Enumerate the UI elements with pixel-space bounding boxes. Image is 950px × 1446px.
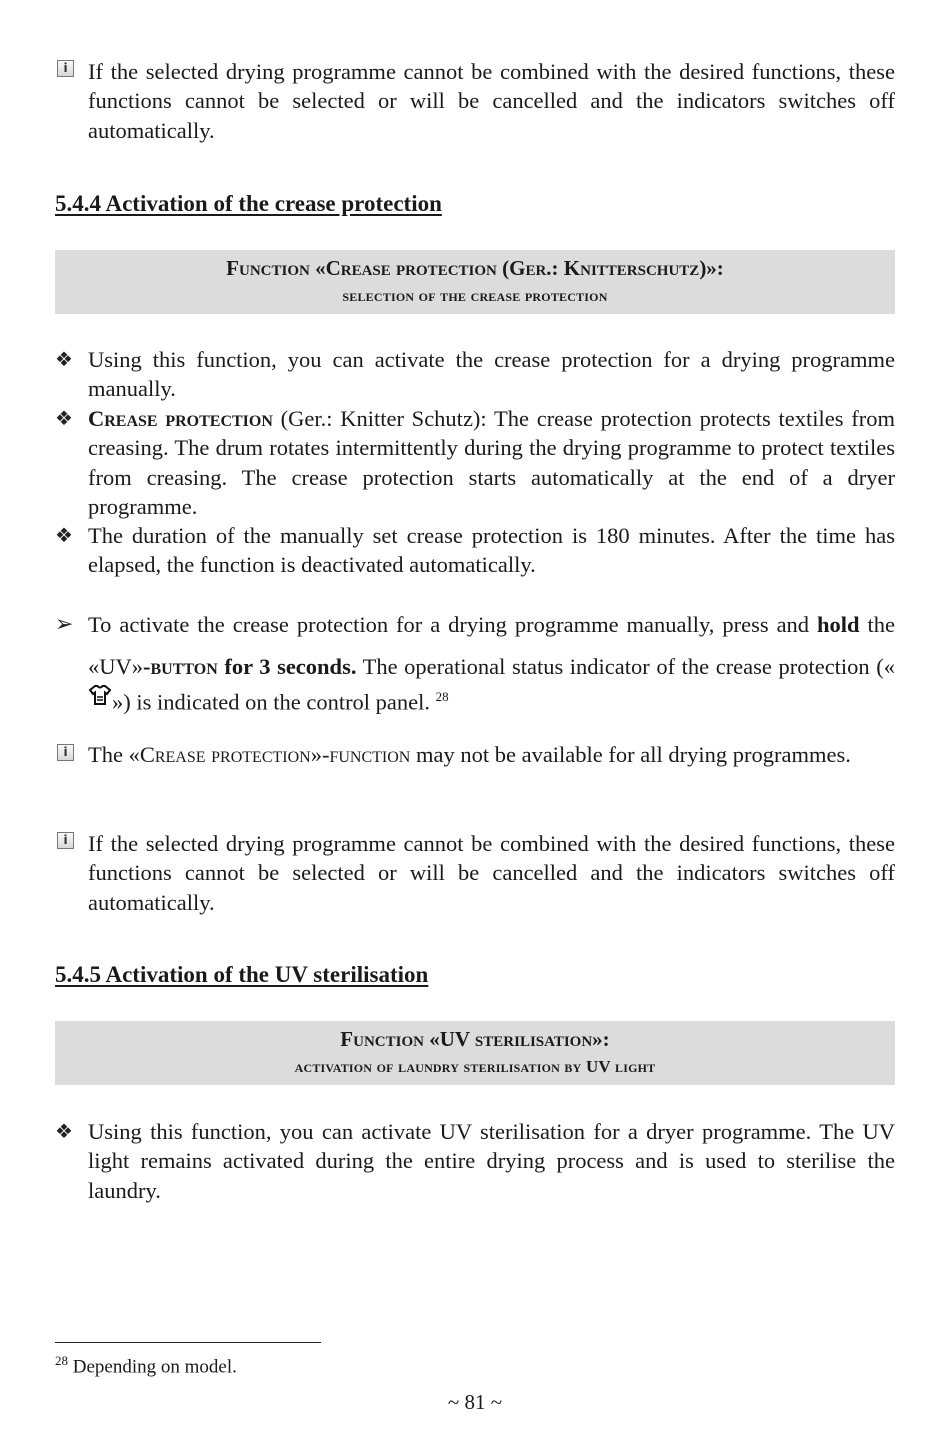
note-combination: If the selected drying programme cannot be combined with the desired functions, these functions cannot be selected or will be cancelled and the indicators switches off automatically. [88,831,895,915]
footnote-marker: 28 [55,1353,68,1368]
arrow-bullet-icon: ➢ [55,612,74,637]
info-icon: i [57,60,74,77]
crease-protection-term: Crease protection [88,406,273,431]
step-hold: hold [817,612,860,637]
shirt-icon [88,684,112,706]
function-box-title: Function «UV sterilisation»: [340,1027,610,1051]
note-function-name: Crease protection [139,742,311,767]
note-text: » [310,742,322,767]
diamond-bullet-icon: ❖ [55,523,73,547]
step-text: the «UV» [88,612,895,679]
diamond-bullet-icon: ❖ [55,347,73,371]
step-activate-crease [88,610,895,718]
note-crease-availability [88,740,895,769]
function-box-subtitle: activation of laundry sterilisation by UV light [294,1057,656,1076]
step-text: ») is indicated on the control panel. [112,689,431,715]
function-box-title: Function «Crease protection (Ger.: Knitterschutz)»: [226,256,724,280]
section-heading-5-4-5: 5.4.5 Activation of the UV sterilisation [55,962,429,987]
bullet-crease-1: Using this function, you can activate the crease protection for a drying programme manually. [88,347,895,402]
function-box-crease [55,250,895,314]
footnote-divider [55,1342,321,1343]
step-text: To activate the crease protection for a drying programme manually, press and [88,612,818,637]
diamond-bullet-icon: ❖ [55,406,73,430]
function-box-subtitle: selection of the crease protection [342,286,608,305]
note-function-word: -function [321,742,411,767]
page-number: ~ 81 ~ [447,1390,503,1414]
bullet-uv-1: Using this function, you can activate UV sterilisation for a dryer programme. The UV light remains activated during the entire drying process and is used to sterilise the laundry. [88,1119,895,1203]
note-top: If the selected drying programme cannot be combined with the desired functions, these functions cannot be selected or will be cancelled and the indicators switches off automatically. [88,59,895,143]
step-button-word: -button [143,654,218,679]
note-text: The « [88,742,140,767]
function-box-uv [55,1021,895,1085]
bullet-crease-2 [88,404,895,521]
info-icon: i [57,744,74,761]
step-duration: for 3 seconds. [217,654,357,679]
manual-page [55,0,895,1446]
bullet-crease-3: The duration of the manually set crease protection is 180 minutes. After the time has elapsed, the function is deactivated automatically. [88,523,895,578]
note-text: may not be available for all drying programmes. [410,742,851,767]
info-icon: i [57,832,74,849]
step-text: The operational status indicator of the crease protection (« [356,654,896,679]
crease-protection-description: (Ger.: Knitter Schutz): The crease protection protects textiles from creasing. The drum rotates intermittently during the drying programme to protect textiles from creasing. The crease protection starts automatically at the end of a dryer programme. [88,406,895,519]
footnote-text: Depending on model. [68,1356,237,1378]
footnote [55,1353,237,1378]
diamond-bullet-icon: ❖ [55,1119,73,1143]
footnote-ref: 28 [435,689,449,704]
section-heading-5-4-4: 5.4.4 Activation of the crease protection [55,191,442,216]
